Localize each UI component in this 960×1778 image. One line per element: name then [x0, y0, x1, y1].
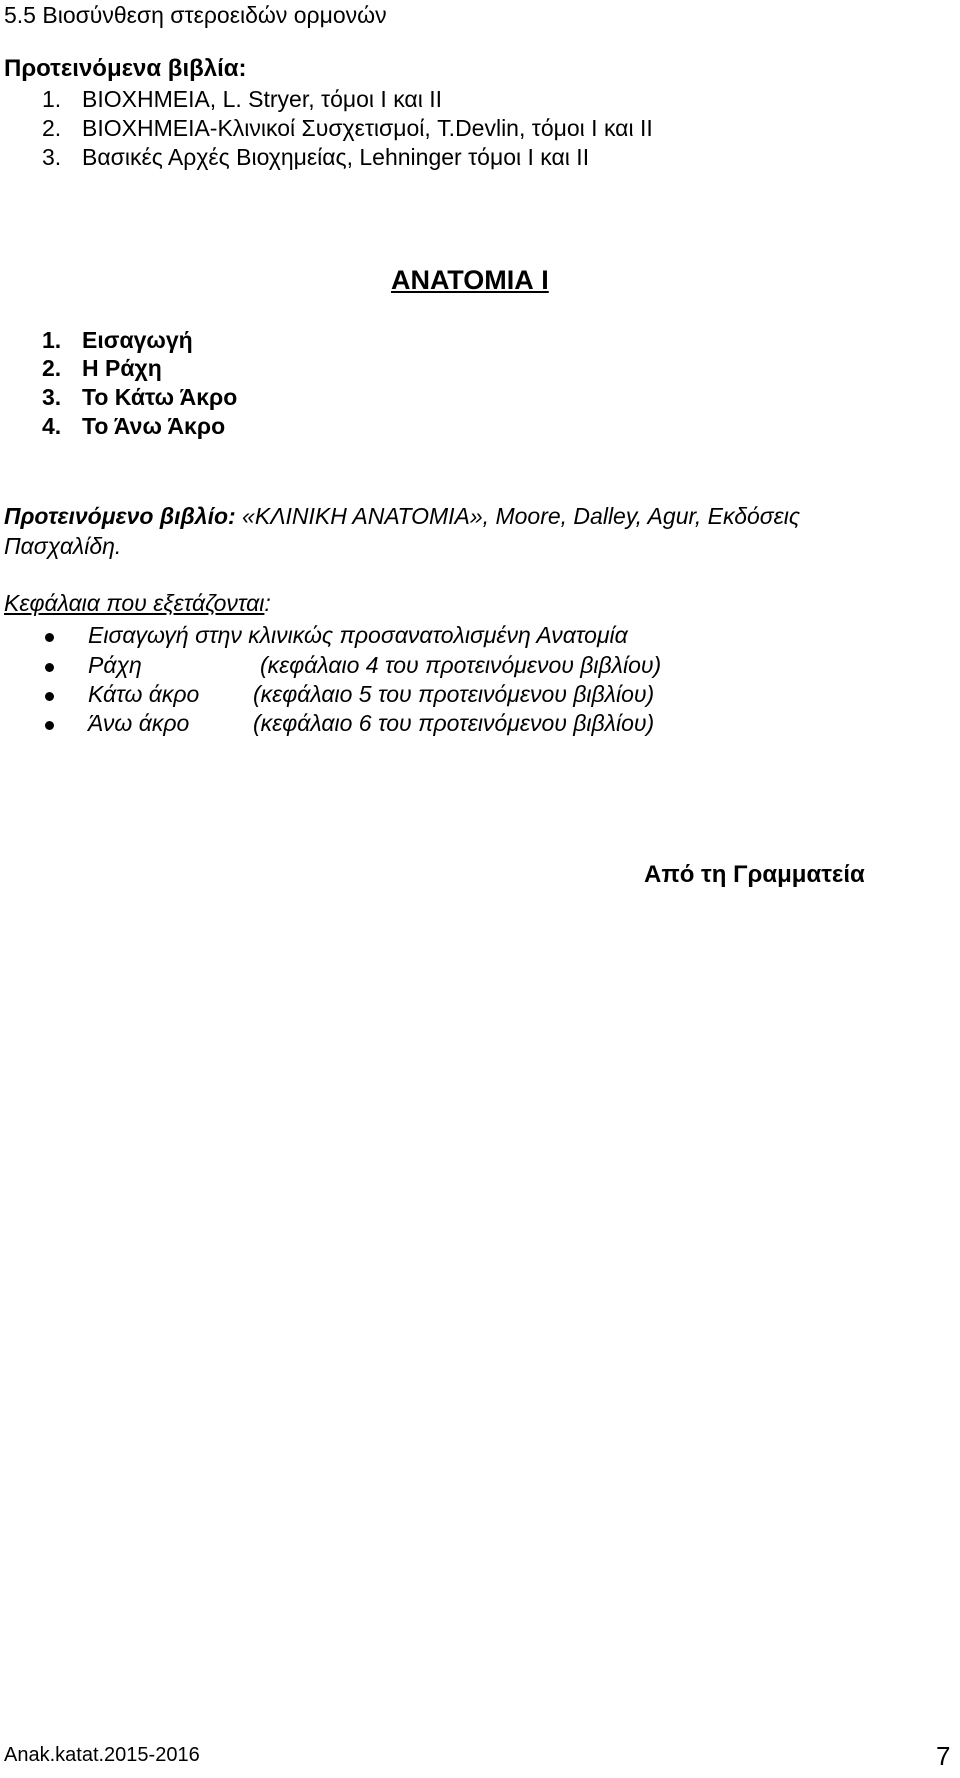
- bullet-icon: [45, 721, 54, 730]
- chapter-name: Ράχη: [88, 652, 142, 678]
- course-title: ΑΝΑΤΟΜΙΑ Ι: [391, 265, 549, 295]
- chapter-name: Εισαγωγή στην κλινικώς προσανατολισμένη Ανατομία: [88, 622, 628, 648]
- chapter-name: Άνω άκρο: [88, 710, 190, 736]
- chapter-ref: (κεφάλαιο 6 του προτεινόμενου βιβλίου): [253, 710, 655, 736]
- book-item: [42, 84, 442, 114]
- book-number: 3.: [42, 144, 62, 170]
- topic-item: [42, 382, 237, 412]
- topic-item: [42, 325, 193, 355]
- book-number: 1.: [42, 86, 62, 112]
- topic-item: [42, 411, 225, 441]
- recommended-book: [4, 501, 800, 531]
- topic-number: 1.: [42, 327, 62, 353]
- chapter-ref: (κεφάλαιο 4 του προτεινόμενου βιβλίου): [260, 652, 662, 678]
- footer-left: Anak.katat.2015-2016: [4, 1744, 200, 1766]
- recommended-label: Προτεινόμενο βιβλίο:: [4, 503, 236, 529]
- bullet-icon: [45, 663, 54, 672]
- chapter-name: Κάτω άκρο: [88, 681, 200, 707]
- books-heading: Προτεινόμενα βιβλία:: [4, 55, 247, 82]
- chapters-heading: [4, 588, 271, 618]
- chapters-heading-colon: :: [264, 590, 271, 616]
- signature: Από τη Γραμματεία: [644, 861, 865, 888]
- topic-number: 2.: [42, 355, 62, 381]
- topic-number: 4.: [42, 413, 62, 439]
- page-number: 7: [936, 1741, 951, 1771]
- bullet-icon: [45, 633, 54, 642]
- bullet-icon: [45, 692, 54, 701]
- book-item: [42, 142, 589, 172]
- recommended-text: «ΚΛΙΝΙΚΗ ΑΝΑΤΟΜΙΑ», Moore, Dalley, Agur, Εκδόσεις: [235, 503, 801, 529]
- book-text: Βασικές Αρχές Βιοχημείας, Lehninger τόμοι Ι και ΙΙ: [82, 144, 590, 170]
- book-text: ΒΙΟΧΗΜΕΙΑ-Κλινικοί Συσχετισμοί, T.Devlin, τόμοι Ι και ΙΙ: [82, 115, 653, 141]
- topic-text: Το Άνω Άκρο: [82, 413, 226, 439]
- topic-text: Το Κάτω Άκρο: [82, 384, 238, 410]
- book-number: 2.: [42, 115, 62, 141]
- topic-number: 3.: [42, 384, 62, 410]
- section-heading: 5.5 Βιοσύνθεση στεροειδών ορμονών: [4, 2, 387, 28]
- topic-text: Η Ράχη: [82, 355, 162, 381]
- book-text: ΒΙΟΧΗΜΕΙΑ, L. Stryer, τόμοι Ι και ΙΙ: [82, 86, 443, 112]
- topic-item: [42, 353, 162, 383]
- book-item: [42, 113, 653, 143]
- chapter-ref: (κεφάλαιο 5 του προτεινόμενου βιβλίου): [253, 681, 655, 707]
- recommended-continuation: Πασχαλίδη.: [4, 533, 122, 559]
- chapters-heading-text: Κεφάλαια που εξετάζονται: [4, 590, 265, 616]
- topic-text: Εισαγωγή: [82, 327, 193, 353]
